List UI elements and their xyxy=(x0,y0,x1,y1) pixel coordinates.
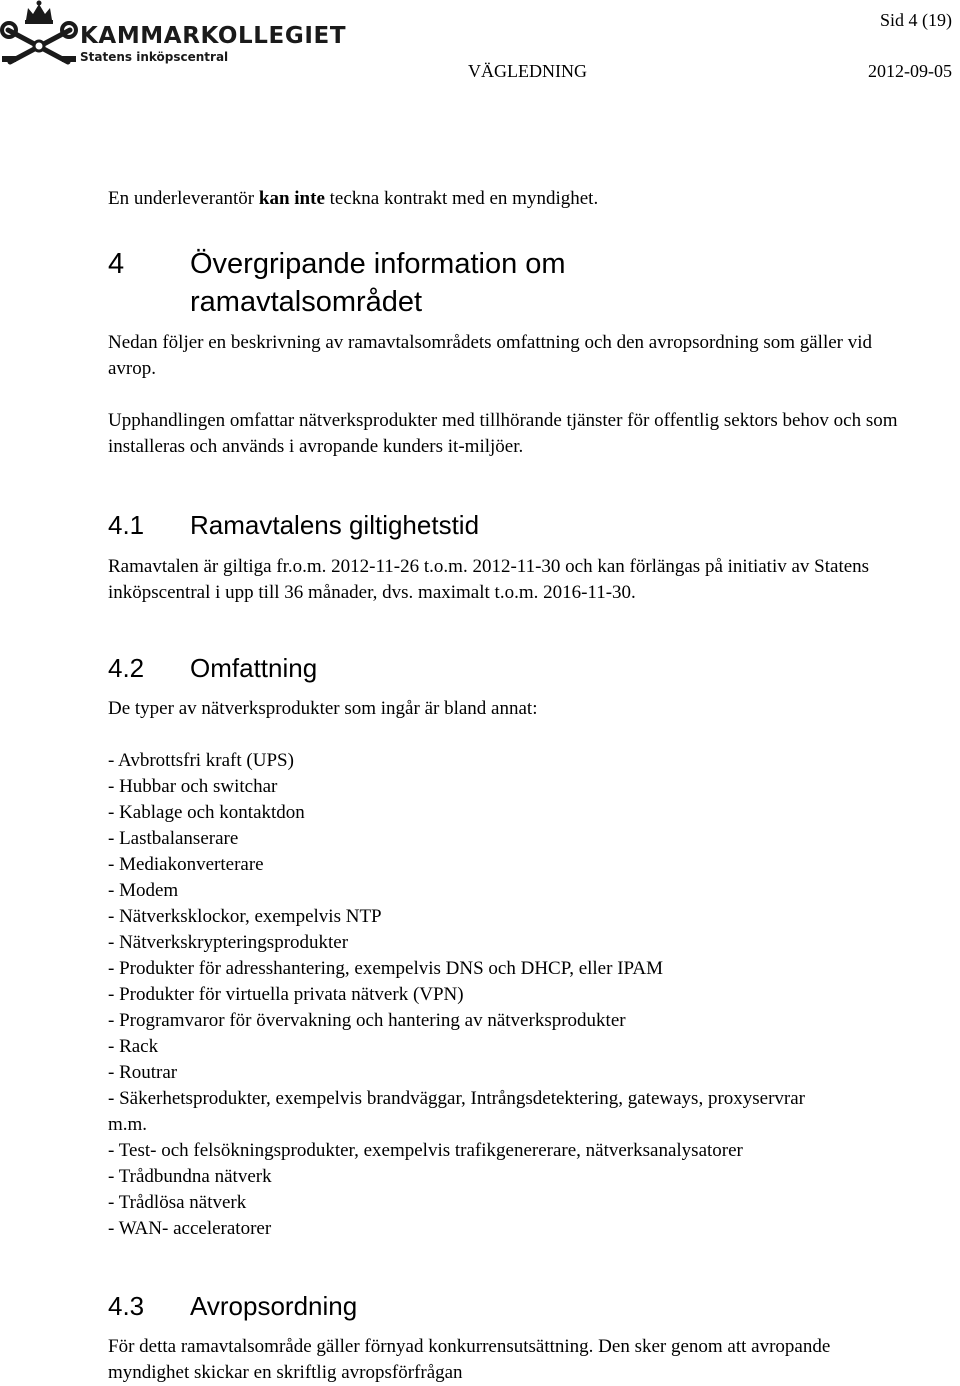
list-item: - Rack xyxy=(108,1036,159,1057)
section-4-2-heading xyxy=(108,652,808,686)
section-4-title: Övergripande information om ramavtalsområdet xyxy=(190,248,566,318)
org-subtitle: Statens inköpscentral xyxy=(80,50,229,64)
section-4-1-number: 4.1 xyxy=(108,510,145,540)
section-4-3-number: 4.3 xyxy=(108,1291,145,1321)
section-4-1-heading xyxy=(108,509,808,543)
list-item: - Mediakonverterare xyxy=(108,854,264,875)
product-type-list xyxy=(108,748,808,1242)
document-date: 2012-09-05 xyxy=(868,61,952,81)
list-item: - Lastbalanserare xyxy=(108,828,239,849)
section-4-3-paragraph: För detta ramavtalsområde gäller förnyad konkurrensutsättning. Den sker genom att avropande myndighet skickar en skriftlig avropsförfrågan xyxy=(108,1336,831,1383)
list-item: - Nätverksklockor, exempelvis NTP xyxy=(108,906,382,927)
section-4-1-paragraph: Ramavtalen är giltiga fr.o.m. 2012-11-26 t.o.m. 2012-11-30 och kan förlängas på initiativ av Statens inköpscentral i upp till 36 månader, dvs. maximalt t.o.m. 2016-11-30. xyxy=(108,556,870,603)
intro-text-after: teckna kontrakt med en myndighet. xyxy=(324,188,599,209)
list-item: - Trådlösa nätverk xyxy=(108,1192,247,1213)
list-item: - Routrar xyxy=(108,1062,178,1083)
document-type: VÄGLEDNING xyxy=(468,61,587,81)
list-item: - Modem xyxy=(108,880,179,901)
section-4-3-title: Avropsordning xyxy=(190,1291,358,1321)
list-item: - Programvaror för övervakning och hantering av nätverksprodukter xyxy=(108,1010,626,1031)
list-item: - Kablage och kontaktdon xyxy=(108,802,305,823)
section-4-2-title: Omfattning xyxy=(190,653,318,683)
section-4-2-number: 4.2 xyxy=(108,653,145,683)
section-4-2-paragraph: De typer av nätverksprodukter som ingår är bland annat: xyxy=(108,698,538,719)
section-4-1-title: Ramavtalens giltighetstid xyxy=(190,510,480,540)
intro-paragraph xyxy=(108,186,908,212)
crown-emblem-icon xyxy=(0,0,78,68)
list-item: - Trådbundna nätverk xyxy=(108,1166,272,1187)
list-item: - Säkerhetsprodukter, exempelvis brandväggar, Intrångsdetektering, gateways, proxyservrar m.m. xyxy=(108,1088,806,1135)
page-number: Sid 4 (19) xyxy=(880,10,952,30)
list-item: - Hubbar och switchar xyxy=(108,776,278,797)
list-item: - Test- och felsökningsprodukter, exempelvis trafikgenererare, nätverksanalysatorer xyxy=(108,1140,743,1161)
section-4-3-heading xyxy=(108,1290,808,1324)
header-logo xyxy=(0,0,347,70)
list-item: - Nätverkskrypteringsprodukter xyxy=(108,932,349,953)
list-item: - Produkter för virtuella privata nätverk (VPN) xyxy=(108,984,464,1005)
intro-text-before: En underleverantör xyxy=(108,188,259,209)
section-4-number: 4 xyxy=(108,248,125,280)
intro-bold-text: kan inte xyxy=(258,188,325,209)
list-item: - Avbrottsfri kraft (UPS) xyxy=(108,750,294,771)
section-4-paragraph-1: Nedan följer en beskrivning av ramavtalsområdets omfattning och den avropsordning som gäller vid avrop. xyxy=(108,332,873,379)
section-4-heading xyxy=(108,245,808,325)
section-4-paragraph-2: Upphandlingen omfattar nätverksprodukter med tillhörande tjänster för offentlig sektors behov och som installeras och används i avropande kunders it-miljöer. xyxy=(108,410,898,457)
list-item: - WAN- acceleratorer xyxy=(108,1218,272,1239)
list-item: - Produkter för adresshantering, exempelvis DNS och DHCP, eller IPAM xyxy=(108,958,663,979)
org-name: KAMMARKOLLEGIET xyxy=(80,23,347,49)
